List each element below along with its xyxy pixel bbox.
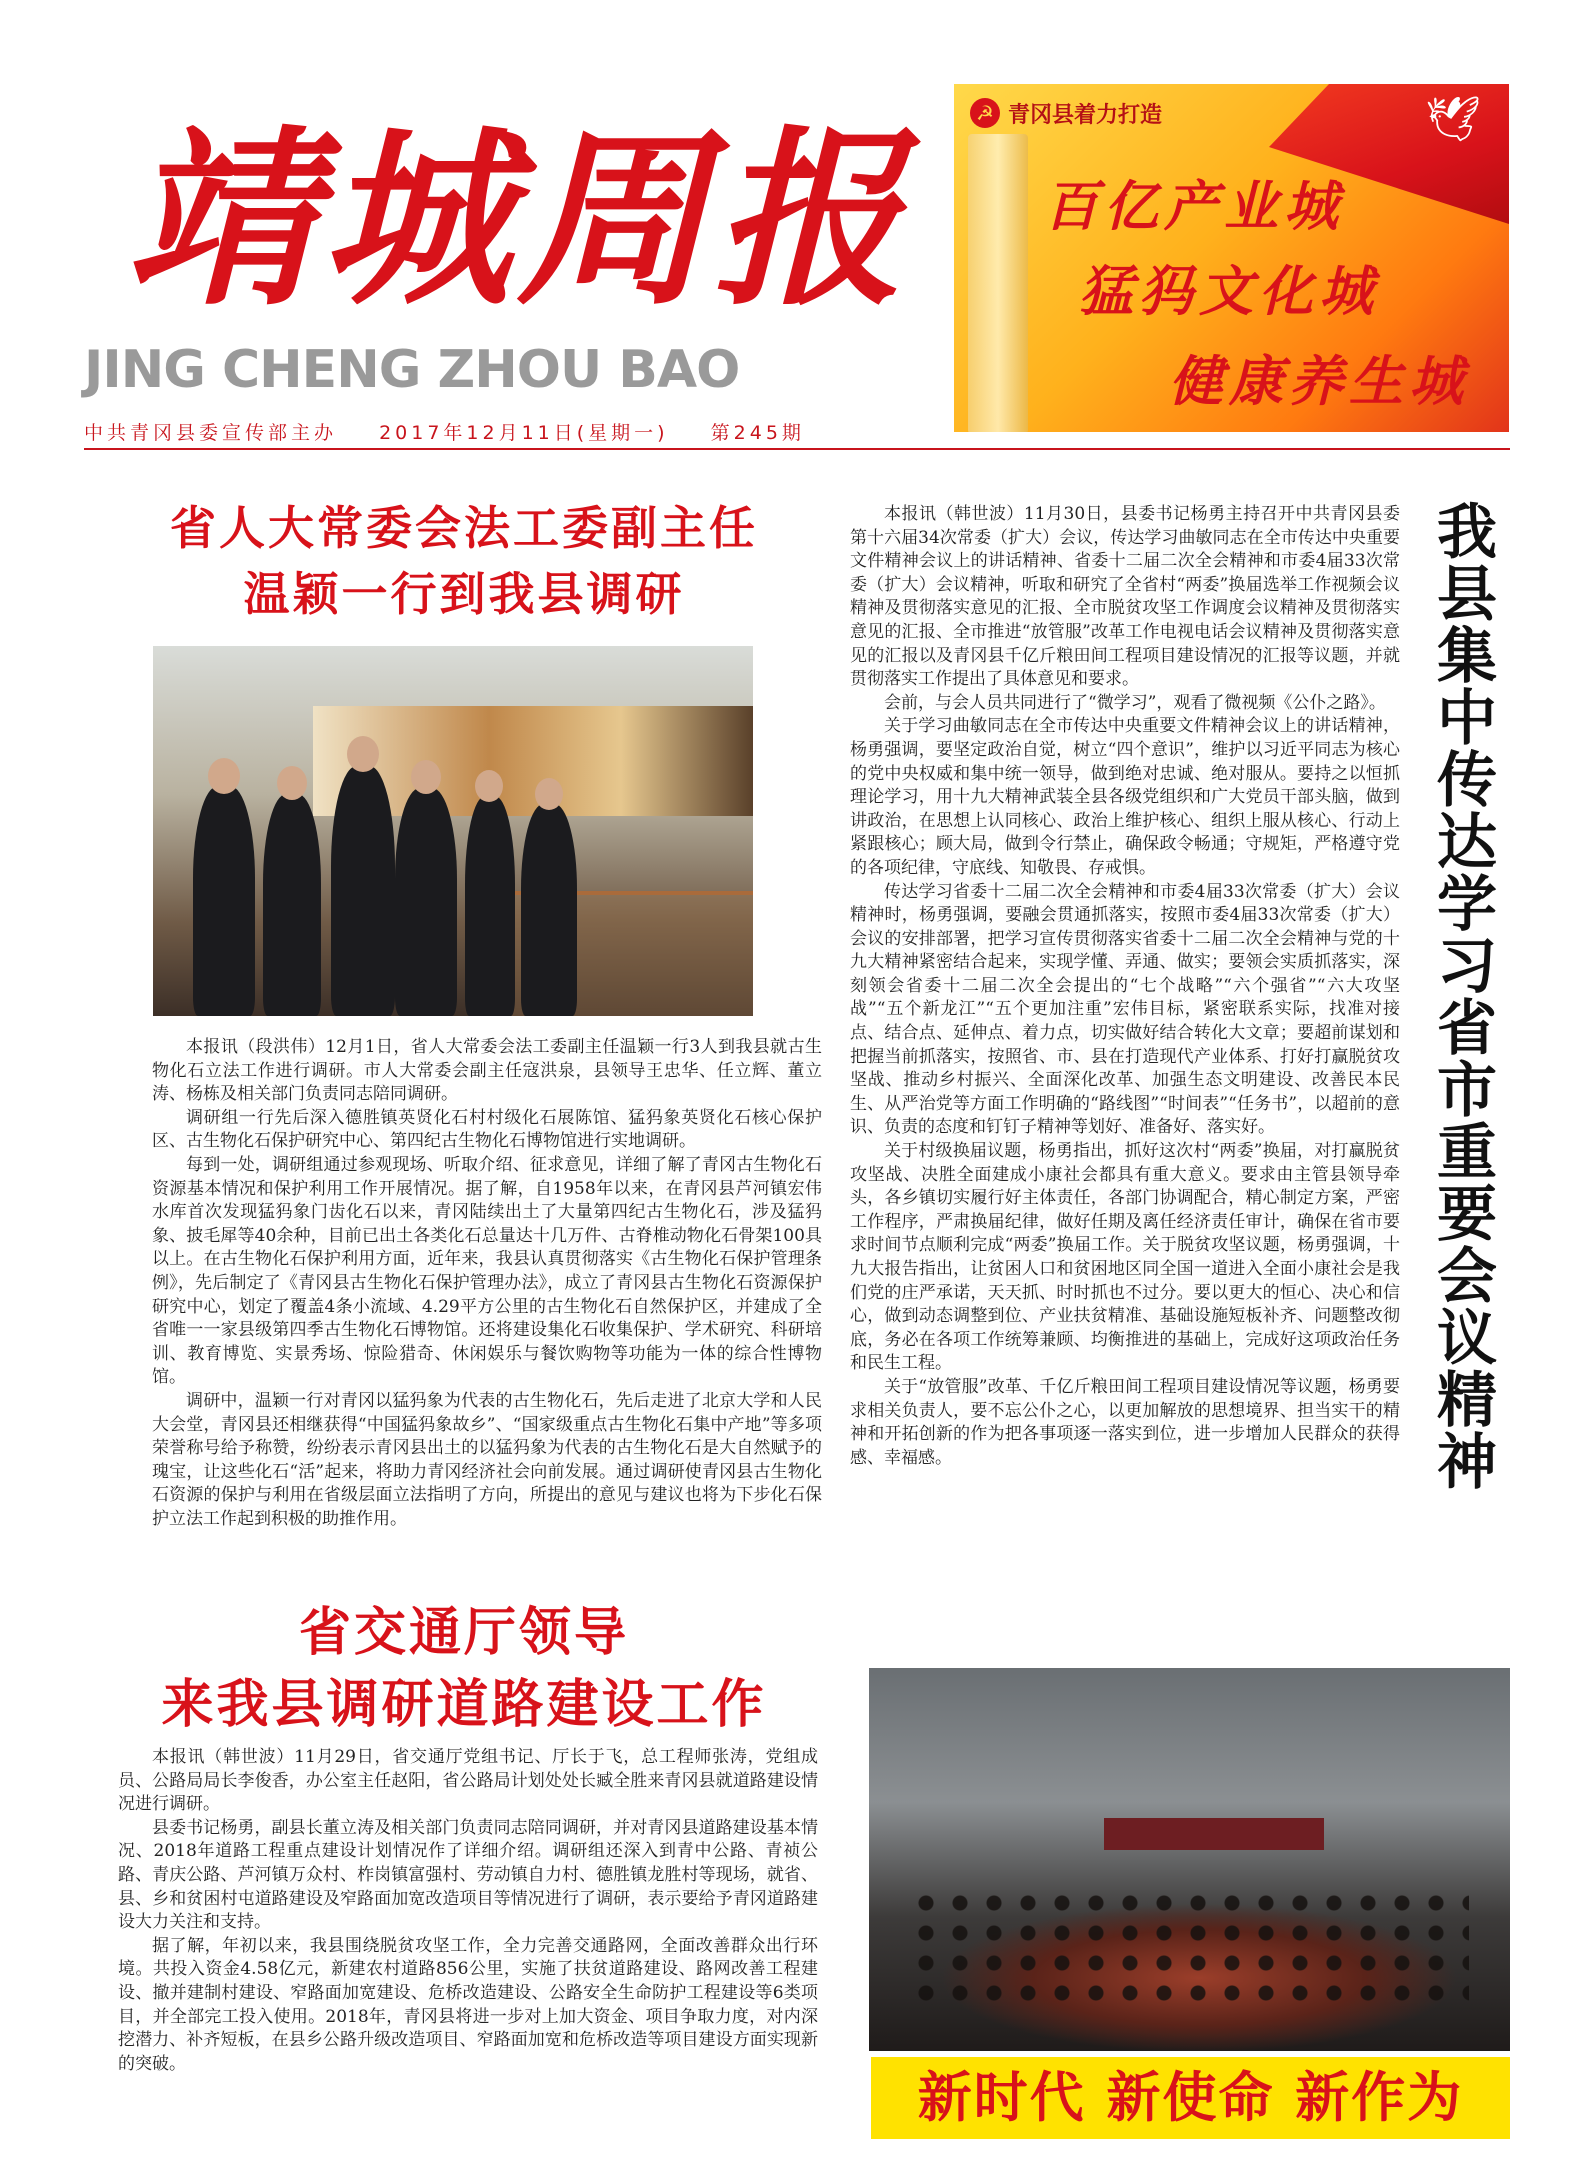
article1-paragraph: 每到一处，调研组通过参观现场、听取介绍、征求意见，详细了解了青冈古生物化石资源基本情况和保护利用工作开展情况。据了解，自1958年以来，在青冈县芦河镇宏伟水库首次发现猛犸象门齿化石以来，青冈陆续出土了大量第四纪古生物化石，涉及猛犸象、披毛犀等40余种，目前已出土各类化石总量达十几万件、古脊椎动物化石骨架100具以上。在古生物化石保护利用方面，近年来，我县认真贯彻落实《古生物化石保护管理条例》，先后制定了《青冈县古生物化石保护管理办法》，成立了青冈县古生物化石资源保护研究中心，划定了覆盖4条小流域、4.29平方公里的古生物化石自然保护区，并建成了全省唯一一家县级第四季古生物化石博物馆。还将建设集化石收集保护、学术研究、科研培训、教育博览、实景秀场、惊险猎奇、休闲娱乐与餐饮购物等功能为一体的综合性博物馆。 [152, 1154, 822, 1388]
person-head [277, 766, 307, 800]
banner-slogan-1: 百亿产业城 [1044, 174, 1344, 238]
article2-paragraph: 关于村级换届议题，杨勇指出，抓好这次村“两委”换届，对打赢脱贫攻坚战、决胜全面建成小康社会都具有重大意义。要求由主管县领导牵头，各乡镇切实履行好主体责任，各部门协调配合，精心制定方案，严密工作程序，严肃换届纪律，做好任期及离任经济责任审计，确保在省市要求时间节点顺利完成“两委”换届工作。关于脱贫攻坚议题，杨勇强调，十九大报告指出，让贫困人口和贫困地区同全国一道进入全面小康社会是我们党的庄严承诺，天天抓、时时抓也不过分。要以更大的恒心、决心和信心，做到动态调整到位、产业扶贫精准、基础设施短板补齐、问题整改彻底，务必在各项工作统筹兼顾、均衡推进的基础上，完成好这项政治任务和民生工程。 [850, 1141, 1400, 1374]
article2-paragraph: 会前，与会人员共同进行了“微学习”，观看了微视频《公仆之路》。 [884, 692, 1386, 713]
issue-info-bar [84, 418, 924, 445]
article1-headline-line2: 温颖一行到我县调研 [243, 567, 685, 621]
masthead-title: 靖城周报 [125, 108, 910, 331]
article1-photo [153, 646, 753, 1016]
article2-paragraph: 本报讯（韩世波）11月30日，县委书记杨勇主持召开中共青冈县委第十六届34次常委（扩大）会议，传达学习曲敏同志在全市传达中央重要文件精神会议上的讲话精神、省委十二届二次全会精神和市委4届33次常委（扩大）会议精神，听取和研究了全省村“两委”换届选举工作视频会议精神及贯彻落实意见的汇报、全市脱贫攻坚工作调度会议精神及贯彻落实意见的汇报、全市推进“放管服”改革工作电视电话会议精神及贯彻落实意见的汇报以及青冈县千亿斤粮田间工程项目建设情况的汇报等议题，并就贯彻落实工作提出了具体意见和要求。 [850, 504, 1400, 690]
article2-paragraph: 传达学习省委十二届二次全会精神和市委4届33次常委（扩大）会议精神时，杨勇强调，要融会贯通抓落实，按照市委4届33次常委（扩大）会议的安排部署，把学习宣传贯彻落实省委十二届二次全会精神与党的十九大精神紧密结合起来，实现学懂、弄通、做实；要领会实质抓落实，深刻领会省委十二届二次全会提出的“七个战略”“六个强省”“六大攻坚战”“五个新龙江”“五个更加注重”宏伟目标，紧密联系实际，找准对接点、结合点、延伸点、着力点，切实做好结合转化大文章；要超前谋划和把握当前抓落实，按照省、市、县在打造现代产业体系、打好打赢脱贫攻坚战、推动乡村振兴、全面深化改革、加强生态文明建设、改善民本民生、从严治党等方面工作明确的“路线图”“时间表”“任务书”，以超前的意识、负责的态度和钉钉子精神等划好、准备好、落实好。 [850, 881, 1400, 1138]
person-figure [465, 796, 515, 1016]
issue-date: 2017年12月11日(星期一) [379, 422, 669, 444]
issue-number: 第245期 [710, 422, 805, 444]
attendees [909, 1888, 1469, 2008]
person-figure [395, 788, 457, 1016]
masthead-pinyin: JING CHENG ZHOU BAO [84, 340, 740, 400]
article2-paragraph: 关于“放管服”改革、千亿斤粮田间工程项目建设情况等议题，杨勇要求相关负责人，要不忘公仆之心，以更加解放的思想境界、担当实干的精神和开拓创新的作为把各事项逐一落实到位，进一步增加人民群众的获得感、幸福感。 [850, 1376, 1400, 1468]
person-head [535, 778, 563, 810]
person-head [411, 760, 441, 794]
article3-paragraph: 据了解，年初以来，我县围绕脱贫攻坚工作，全力完善交通路网，全面改善群众出行环境。共投入资金4.58亿元，新建农村道路856公里，实施了扶贫道路建设、路网改善工程建设、撤并建制村建设、窄路面加宽建设、危桥改造建设、公路安全生命防护工程建设等6类项目，并全部完工投入使用。2018年，青冈县将进一步对上加大资金、项目争取力度，对内深挖潜力、补齐短板，在县乡公路升级改造项目、窄路面加宽和危桥改造等项目建设方面实现新的突破。 [118, 1935, 818, 2074]
person-figure [263, 794, 321, 1016]
article1-paragraph: 调研组一行先后深入德胜镇英贤化石村村级化石展陈馆、猛犸象英贤化石核心保护区、古生物化石保护研究中心、第四纪古生物化石博物馆进行实地调研。 [152, 1107, 822, 1152]
slogan-banner [954, 84, 1509, 432]
article3-paragraph: 县委书记杨勇，副县长董立涛及相关部门负责同志陪同调研，并对青冈县道路建设基本情况、2018年道路工程重点建设计划情况作了详细介绍。调研组还深入到青中公路、青祯公路、青庆公路、芦河镇万众村、柞岗镇富强村、劳动镇自力村、德胜镇龙胜村等现场，就省、县、乡和贫困村屯道路建设及窄路面加宽改造项目等情况进行了调研，表示要给予青冈道路建设大力关注和支持。 [118, 1817, 818, 1933]
article3-paragraph: 本报讯（韩世波）11月29日，省交通厅党组书记、厅长于飞，总工程师张涛，党组成员、公路局局长李俊香，办公室主任赵阳，省公路局计划处处长臧全胜来青冈县就道路建设情况进行调研。 [118, 1747, 818, 1815]
person-head [208, 758, 240, 794]
person-figure [193, 786, 255, 1016]
article1-paragraph: 本报讯（段洪伟）12月1日，省人大常委会法工委副主任温颖一行3人到我县就古生物化石立法工作进行调研。市人大常委会副主任寇洪泉，县领导王忠华、任立辉、董立涛、杨栋及相关部门负责同志陪同调研。 [152, 1037, 822, 1105]
article1-body [152, 1036, 822, 1531]
article2-body [850, 503, 1400, 1470]
masthead-divider [84, 448, 1510, 450]
huabiao-column [968, 134, 1028, 432]
person-head [347, 736, 379, 772]
hammer-sickle-icon: ☭ [970, 98, 1000, 128]
person-figure [331, 766, 395, 1016]
bottom-slogan-banner [871, 2057, 1510, 2139]
article3-headline-line1: 省交通厅领导 [298, 1603, 629, 1663]
meeting-photo [869, 1668, 1510, 2051]
article1-paragraph: 调研中，温颖一行对青冈以猛犸象为代表的古生物化石，先后走进了北京大学和人民大会堂，青冈县还相继获得“中国猛犸象故乡”、“国家级重点古生物化石集中产地”等多项荣誉称号给予称赞，纷纷表示青冈县出土的以猛犸象为代表的古生物化石是大自然赋予的瑰宝，让这些化石“活”起来，将助力青冈经济社会向前发展。通过调研使青冈县古生物化石资源的保护与利用在省级层面立法指明了方向，所提出的意见与建议也将为下步化石保护立法工作起到积极的助推作用。 [152, 1390, 822, 1529]
bottom-slogan-text: 新时代 新使命 新作为 [917, 2066, 1464, 2129]
article1-headline-line1: 省人大常委会法工委副主任 [170, 501, 758, 555]
banner-slogan-3: 健康养生城 [1169, 349, 1469, 413]
issue-sponsor: 中共青冈县委宣传部主办 [84, 422, 338, 444]
banner-tagline: 青冈县着力打造 [1008, 103, 1163, 128]
article2-headline: 我县集中传达学习省市重要会议精神 [1427, 500, 1497, 1492]
article3-headline-line2: 来我县调研道路建设工作 [161, 1675, 767, 1735]
dove-icon: 🕊 [1425, 94, 1481, 145]
person-figure [521, 804, 577, 1016]
meeting-screen [1104, 1818, 1324, 1850]
article2-paragraph: 关于学习曲敏同志在全市传达中央重要文件精神会议上的讲话精神，杨勇强调，要坚定政治自觉，树立“四个意识”，维护以习近平同志为核心的党中央权威和集中统一领导，做到绝对忠诚、绝对服从。要持之以恒抓理论学习，用十九大精神武装全县各级党组织和广大党员干部头脑，做到讲政治，在思想上认同核心、政治上维护核心、组织上服从核心、行动上紧跟核心；顾大局，做到令行禁止，确保政令畅通；守规矩，严格遵守党的各项纪律，守底线、知敬畏、存戒惧。 [850, 716, 1400, 878]
article3-body [118, 1746, 818, 2076]
banner-slogan-2: 猛犸文化城 [1079, 259, 1379, 323]
person-head [475, 770, 503, 802]
